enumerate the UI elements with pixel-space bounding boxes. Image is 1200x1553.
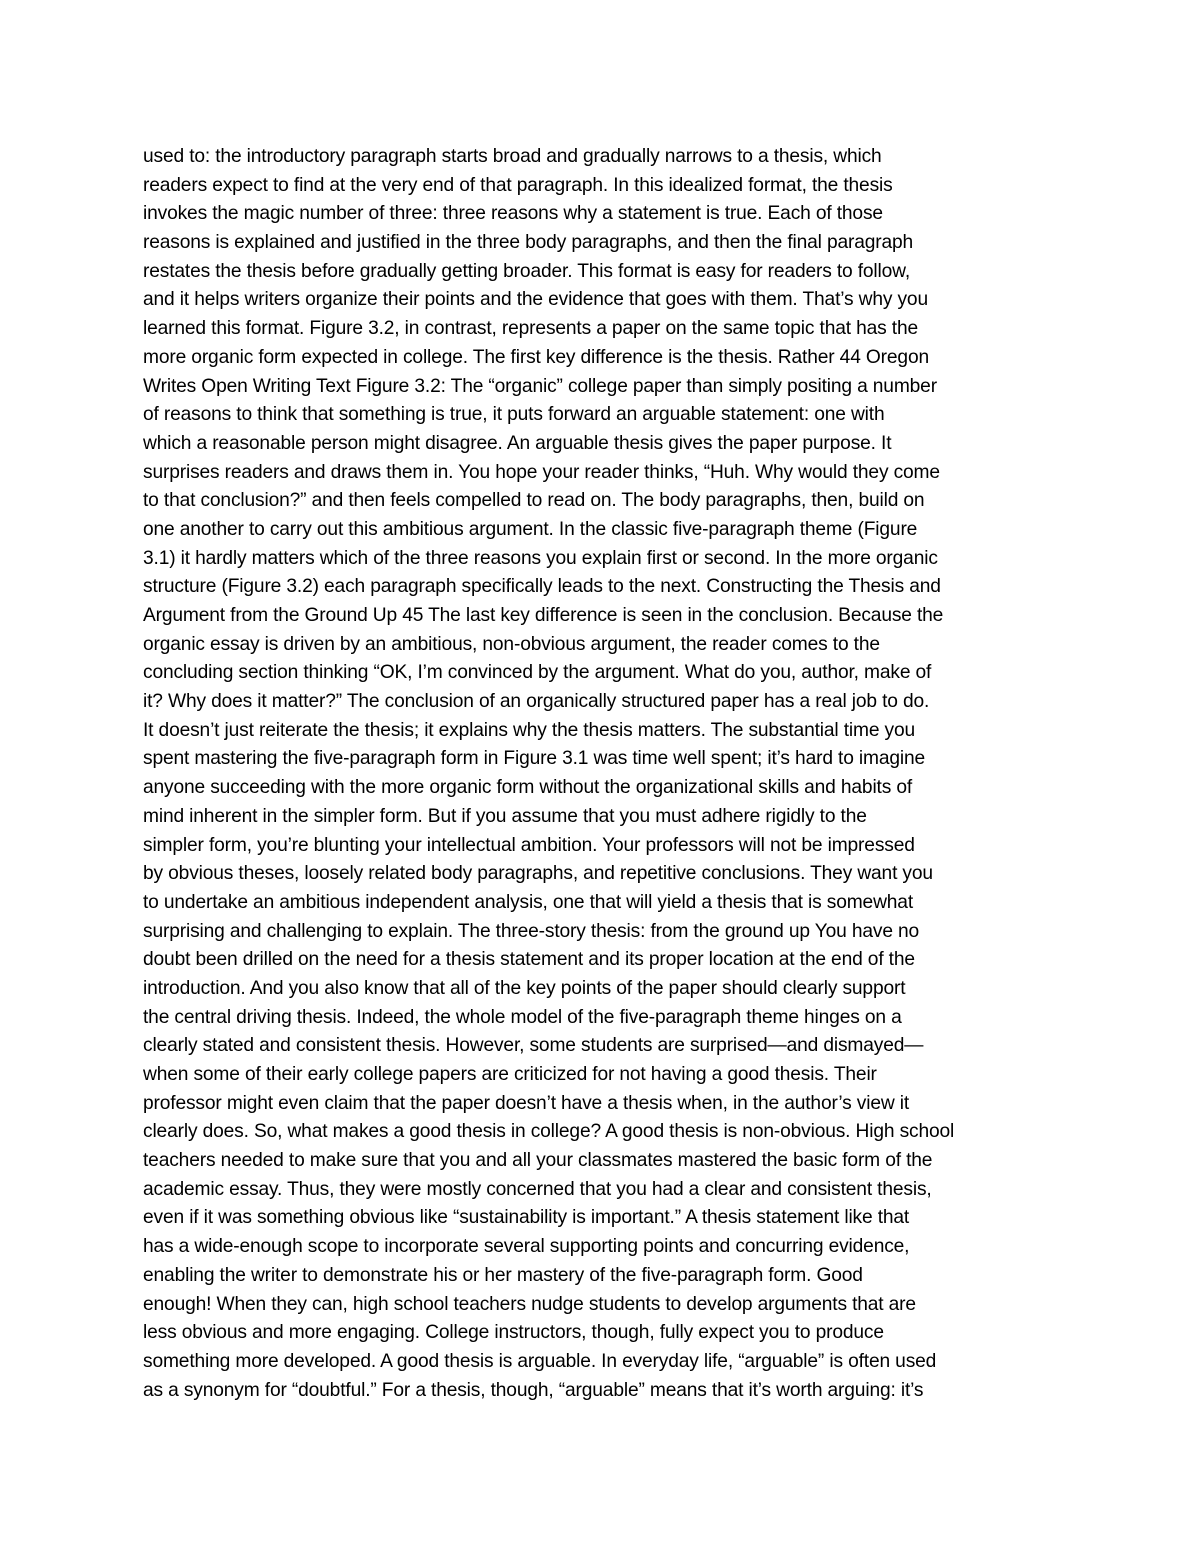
text-line: academic essay. Thus, they were mostly concerned that you had a clear and consistent thesis, xyxy=(143,1178,932,1200)
text-line: which a reasonable person might disagree. An arguable thesis gives the paper purpose. It xyxy=(143,432,892,454)
text-line: professor might even claim that the paper doesn’t have a thesis when, in the author’s view it xyxy=(143,1092,910,1114)
text-line: 3.1) it hardly matters which of the three reasons you explain first or second. In the more organic xyxy=(143,547,938,569)
body-text xyxy=(143,143,1063,1405)
text-line: enabling the writer to demonstrate his or her mastery of the five-paragraph form. Good xyxy=(143,1264,863,1286)
text-line: has a wide-enough scope to incorporate several supporting points and concurring evidence, xyxy=(143,1236,910,1258)
text-line: teachers needed to make sure that you and all your classmates mastered the basic form of the xyxy=(143,1150,933,1172)
text-line: clearly does. So, what makes a good thesis in college? A good thesis is non-obvious. High school xyxy=(143,1121,955,1143)
text-line: simpler form, you’re blunting your intellectual ambition. Your professors will not be impressed xyxy=(143,834,915,856)
text-line: surprises readers and draws them in. You hope your reader thinks, “Huh. Why would they come xyxy=(143,461,940,483)
text-line: invokes the magic number of three: three reasons why a statement is true. Each of those xyxy=(143,203,883,225)
text-line: of reasons to think that something is true, it puts forward an arguable statement: one with xyxy=(143,404,885,426)
text-line: the central driving thesis. Indeed, the whole model of the five-paragraph theme hinges on a xyxy=(143,1006,902,1028)
text-line: clearly stated and consistent thesis. However, some students are surprised—and dismayed— xyxy=(143,1035,924,1057)
text-line: mind inherent in the simpler form. But if you assume that you must adhere rigidly to the xyxy=(143,805,867,827)
text-line: doubt been drilled on the need for a thesis statement and its proper location at the end of the xyxy=(143,949,915,971)
text-line: to undertake an ambitious independent analysis, one that will yield a thesis that is somewhat xyxy=(143,891,914,913)
text-line: introduction. And you also know that all of the key points of the paper should clearly support xyxy=(143,977,906,999)
text-line: anyone succeeding with the more organic form without the organizational skills and habits of xyxy=(143,777,913,799)
text-line: by obvious theses, loosely related body paragraphs, and repetitive conclusions. They want you xyxy=(143,863,933,885)
text-line: more organic form expected in college. The first key difference is the thesis. Rather 44 Oregon xyxy=(143,346,929,368)
text-line: structure (Figure 3.2) each paragraph specifically leads to the next. Constructing the Thesis and xyxy=(143,576,941,598)
text-line: when some of their early college papers are criticized for not having a good thesis. Their xyxy=(143,1064,877,1085)
text-line: reasons is explained and justified in the three body paragraphs, and then the final paragraph xyxy=(143,232,914,254)
text-line: surprising and challenging to explain. The three-story thesis: from the ground up You have no xyxy=(143,920,920,942)
text-line: it? Why does it matter?” The conclusion of an organically structured paper has a real job to do. xyxy=(143,691,930,713)
text-line: spent mastering the five-paragraph form in Figure 3.1 was time well spent; it’s hard to imagine xyxy=(143,748,926,770)
text-line: less obvious and more engaging. College instructors, though, fully expect you to produce xyxy=(143,1322,884,1344)
text-line: even if it was something obvious like “sustainability is important.” A thesis statement like that xyxy=(143,1207,910,1229)
text-line: something more developed. A good thesis is arguable. In everyday life, “arguable” is often used xyxy=(143,1350,937,1372)
text-line: restates the thesis before gradually getting broader. This format is easy for readers to follow, xyxy=(143,260,911,282)
text-line: one another to carry out this ambitious argument. In the classic five-paragraph theme (Figure xyxy=(143,518,918,540)
text-line: learned this format. Figure 3.2, in contrast, represents a paper on the same topic that has the xyxy=(143,318,919,340)
text-line: concluding section thinking “OK, I’m convinced by the argument. What do you, author, make of xyxy=(143,662,932,684)
text-line: enough! When they can, high school teachers nudge students to develop arguments that are xyxy=(143,1293,916,1315)
text-line: Argument from the Ground Up 45 The last key difference is seen in the conclusion. Because the xyxy=(143,605,944,626)
text-line: used to: the introductory paragraph starts broad and gradually narrows to a thesis, which xyxy=(143,146,882,167)
text-line: organic essay is driven by an ambitious, non-obvious argument, the reader comes to the xyxy=(143,633,880,655)
text-line: Writes Open Writing Text Figure 3.2: The “organic” college paper than simply positing a number xyxy=(143,375,937,397)
text-line: readers expect to find at the very end of that paragraph. In this idealized format, the thesis xyxy=(143,174,893,196)
text-line: to that conclusion?” and then feels compelled to read on. The body paragraphs, then, build on xyxy=(143,490,925,512)
text-line: as a synonym for “doubtful.” For a thesis, though, “arguable” means that it’s worth arguing: it’s xyxy=(143,1379,924,1401)
text-line: and it helps writers organize their points and the evidence that goes with them. That’s why you xyxy=(143,289,928,311)
text-line: It doesn’t just reiterate the thesis; it explains why the thesis matters. The substantial time you xyxy=(143,719,916,741)
